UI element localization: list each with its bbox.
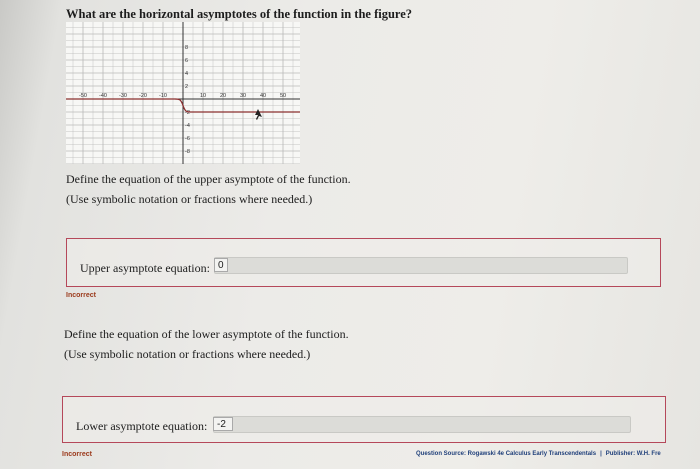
lower-asymptote-label: Lower asymptote equation: (76, 419, 208, 433)
x-tick-label: 30 (239, 93, 247, 99)
y-tick-label: -6 (185, 136, 190, 142)
source-link[interactable]: Question Source: Rogawski 4e Calculus Early Transcendentals (416, 451, 597, 457)
lower-prompt (64, 324, 349, 364)
x-tick-label: 20 (219, 93, 227, 99)
y-tick-label: -8 (185, 149, 190, 155)
y-tick-label: 6 (185, 58, 189, 64)
y-tick-label: 4 (185, 71, 189, 77)
x-tick-label: -40 (99, 93, 107, 99)
lower-asymptote-input[interactable]: -2 (213, 417, 233, 431)
upper-answer-box (66, 238, 661, 287)
function-graph (66, 22, 300, 164)
x-tick-label: -50 (79, 93, 87, 99)
x-tick-label: -30 (119, 93, 127, 99)
x-tick-label: 40 (259, 93, 267, 99)
lower-prompt-line1: Define the equation of the lower asymptote of the function. (64, 327, 349, 341)
upper-feedback-badge: Incorrect (66, 292, 96, 299)
x-tick-label: -20 (139, 93, 147, 99)
question-title: What are the horizontal asymptotes of the function in the figure? (66, 7, 413, 21)
y-tick-label: 8 (185, 45, 189, 51)
publisher-link[interactable]: Publisher: W.H. Fre (605, 451, 661, 457)
upper-prompt-line1: Define the equation of the upper asymptote of the function. (66, 172, 351, 186)
upper-prompt-line2: (Use symbolic notation or fractions where needed.) (66, 192, 313, 206)
upper-asymptote-label: Upper asymptote equation: (80, 261, 210, 275)
y-tick-label: -2 (185, 110, 190, 116)
y-tick-label: 2 (185, 84, 189, 90)
lower-feedback-badge: Incorrect (62, 451, 92, 458)
upper-input-strip (214, 257, 628, 274)
x-tick-label: -10 (159, 93, 167, 99)
x-tick-label: 50 (279, 93, 287, 99)
question-source-footer (416, 451, 661, 457)
upper-asymptote-input[interactable]: 0 (214, 258, 228, 272)
y-tick-label: -4 (185, 123, 190, 129)
lower-prompt-line2: (Use symbolic notation or fractions where needed.) (64, 347, 311, 361)
upper-prompt (66, 169, 351, 209)
lower-answer-box (62, 396, 666, 443)
x-tick-label: 10 (199, 93, 207, 99)
lower-input-strip (213, 416, 631, 433)
footer-separator: | (600, 451, 602, 457)
graph-svg (66, 22, 300, 164)
